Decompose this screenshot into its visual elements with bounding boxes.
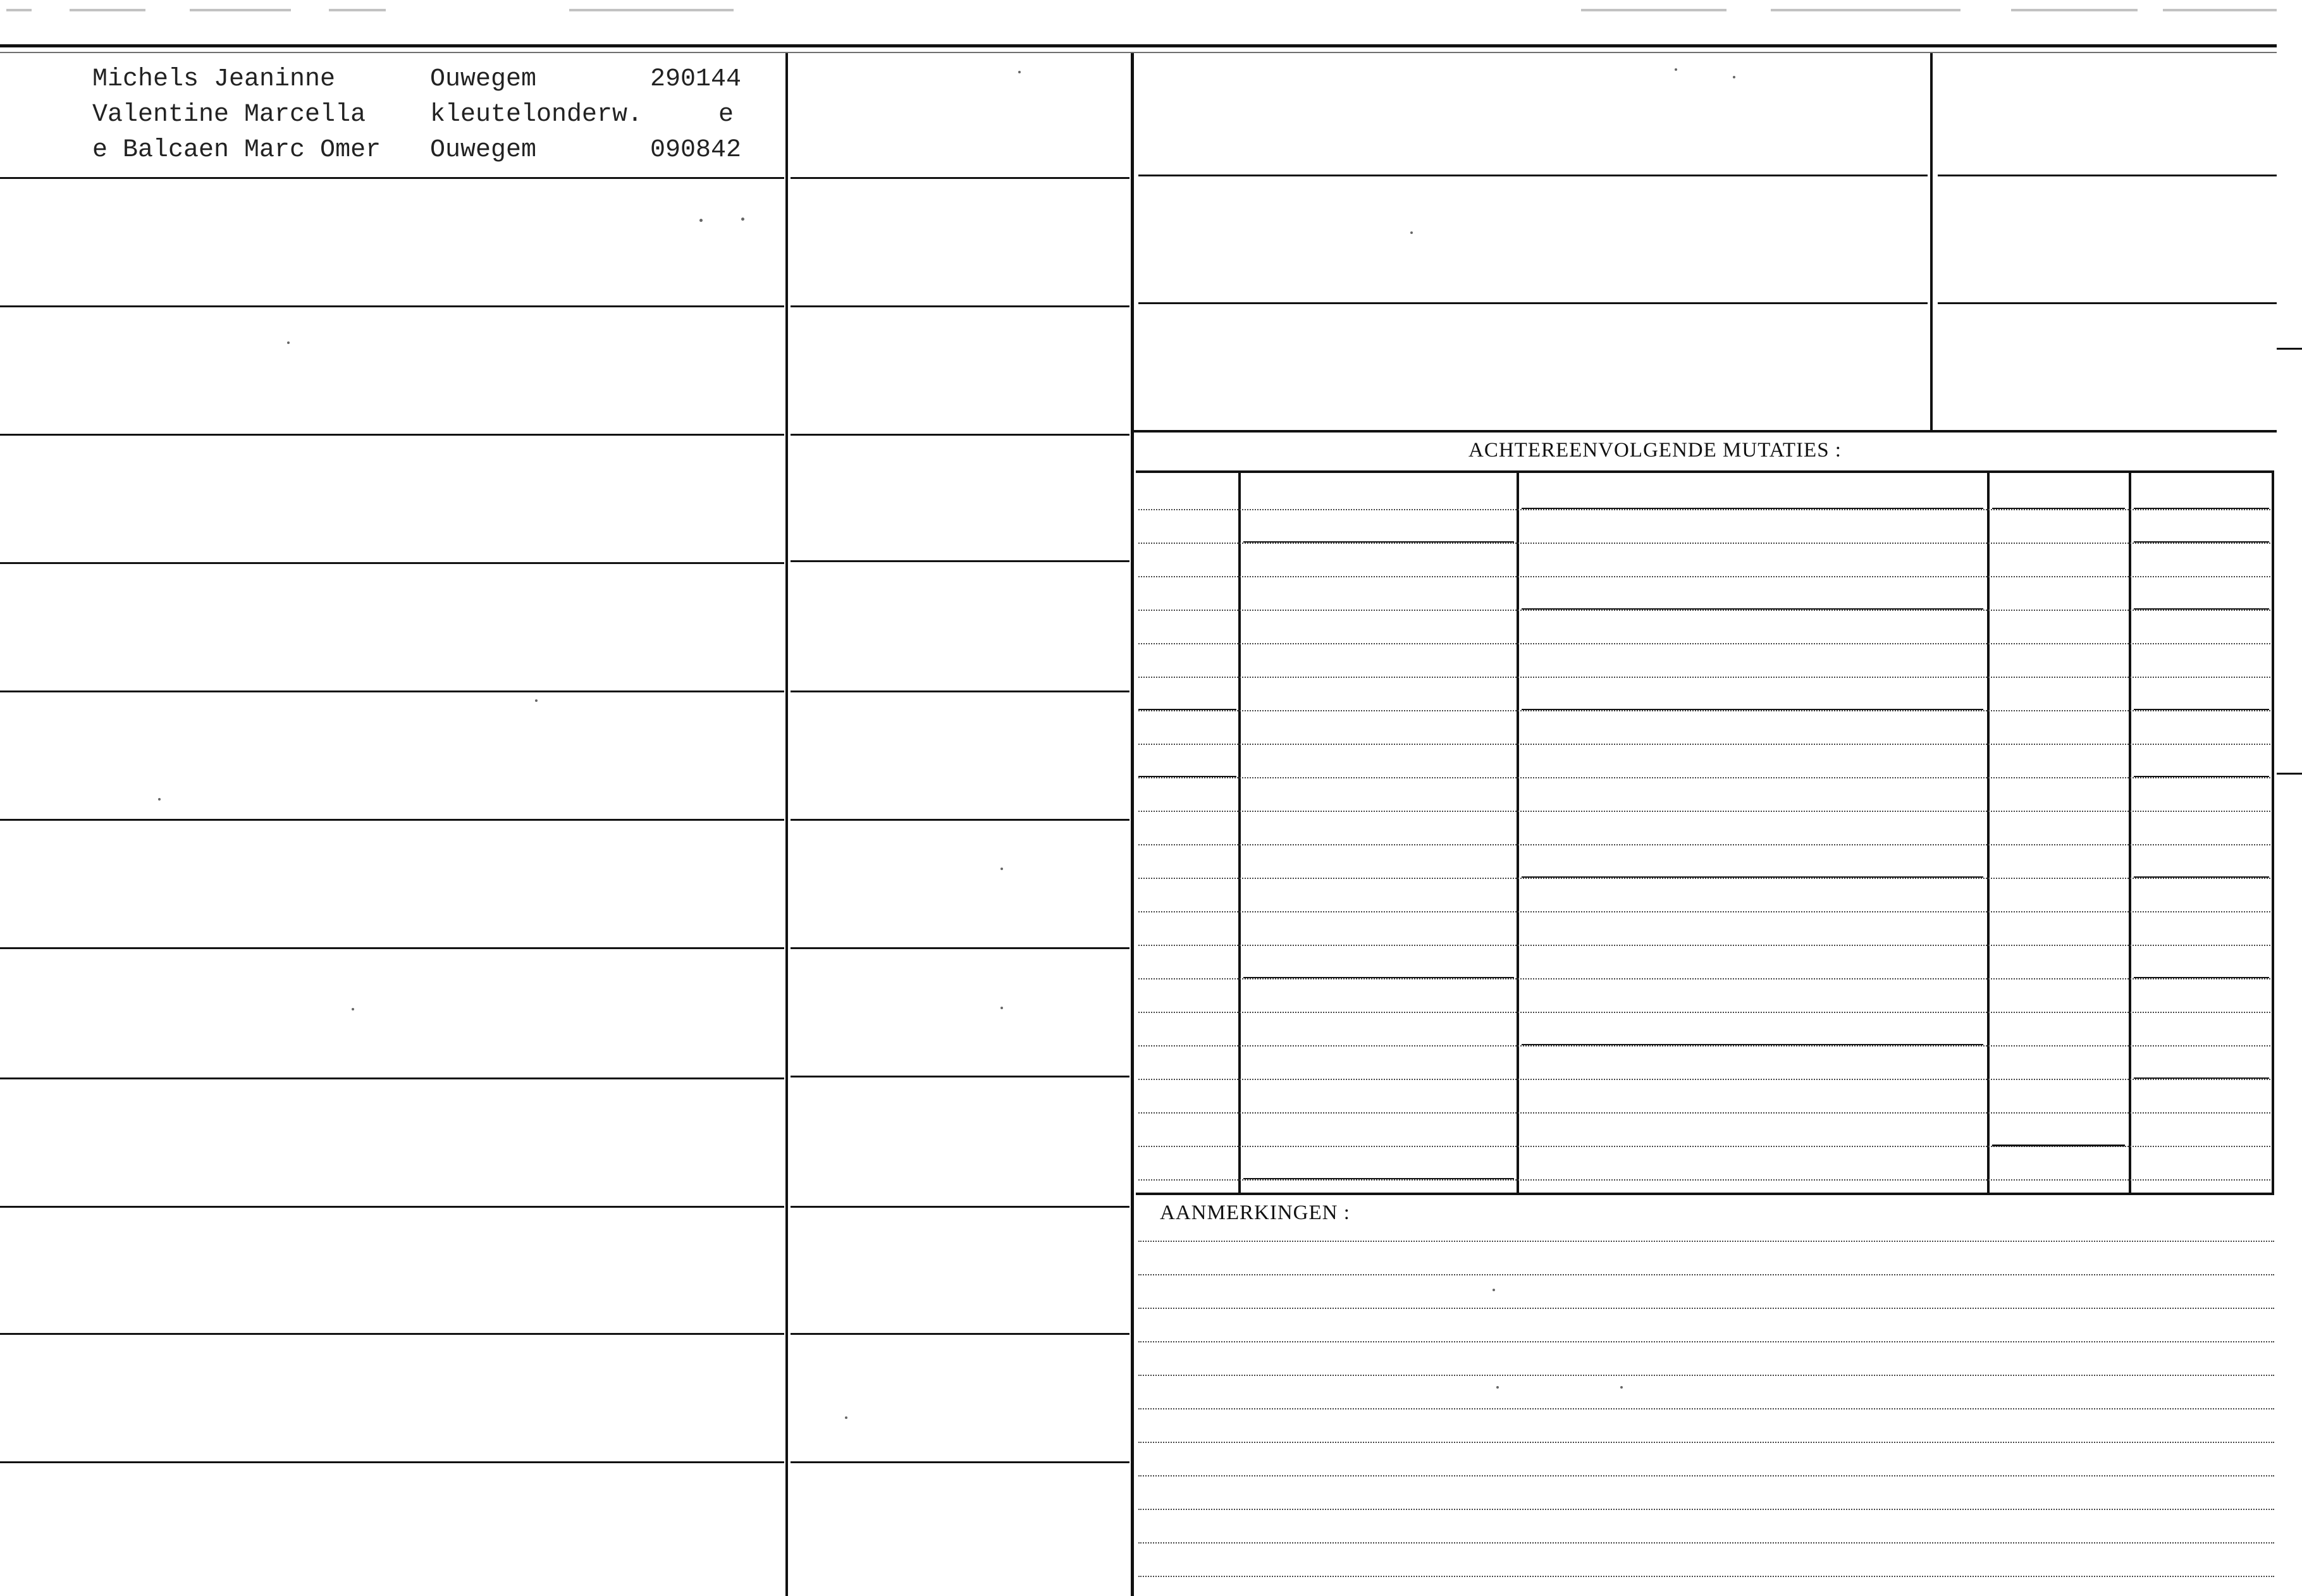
record-name-line-2: Valentine Marcella xyxy=(92,101,366,129)
top-border-inner xyxy=(0,52,2277,53)
record-place-line-2: kleutelonderw. xyxy=(430,101,643,129)
record-number-line-1: 290144 xyxy=(650,65,742,94)
record-place-line-1: Ouwegem xyxy=(430,65,537,94)
record-place-line-3: Ouwegem xyxy=(430,136,537,164)
center-divider xyxy=(1131,53,1134,1596)
record-number-line-3: 090842 xyxy=(650,136,742,164)
mutations-heading: ACHTEREENVOLGENDE MUTATIES : xyxy=(1468,439,1842,462)
record-name-line-3: e Balcaen Marc Omer xyxy=(92,136,381,164)
remarks-heading: AANMERKINGEN : xyxy=(1160,1201,1350,1224)
left-column-divider xyxy=(785,53,788,1596)
top-border xyxy=(0,44,2277,47)
record-number-line-2: e xyxy=(718,101,734,129)
record-name-line-1: Michels Jeaninne xyxy=(92,65,336,94)
